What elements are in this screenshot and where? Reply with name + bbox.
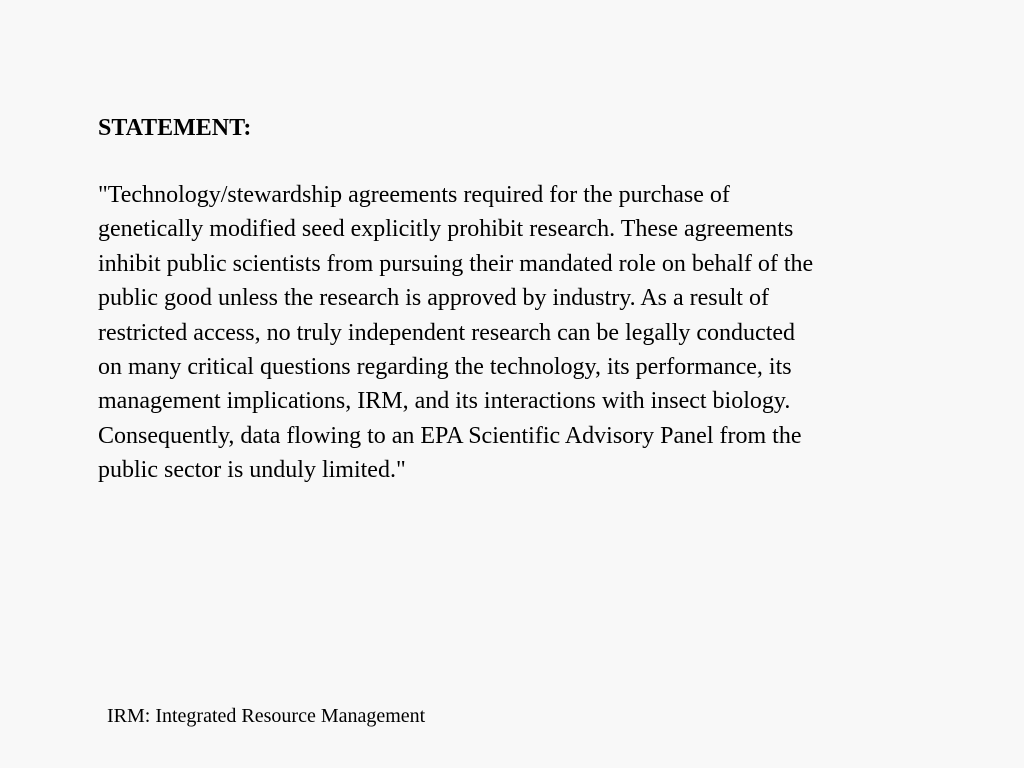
quote-line: management implications, IRM, and its interactions with insect biology. (98, 388, 791, 415)
statement-heading: STATEMENT: (98, 115, 252, 141)
quote-line: inhibit public scientists from pursuing their mandated role on behalf of the (98, 250, 814, 277)
statement-quote (98, 178, 958, 488)
footnote-irm: IRM: Integrated Resource Management (107, 705, 426, 727)
quote-line: Consequently, data flowing to an EPA Scientific Advisory Panel from the (98, 422, 802, 449)
quote-line: public sector is unduly limited." (98, 457, 406, 484)
quote-line: public good unless the research is approved by industry. As a result of (98, 285, 769, 312)
quote-line: on many critical questions regarding the technology, its performance, its (98, 354, 792, 381)
quote-line: restricted access, no truly independent research can be legally conducted (98, 319, 796, 346)
quote-line: genetically modified seed explicitly prohibit research. These agreements (98, 216, 794, 243)
quote-line: "Technology/stewardship agreements required for the purchase of (98, 182, 730, 208)
